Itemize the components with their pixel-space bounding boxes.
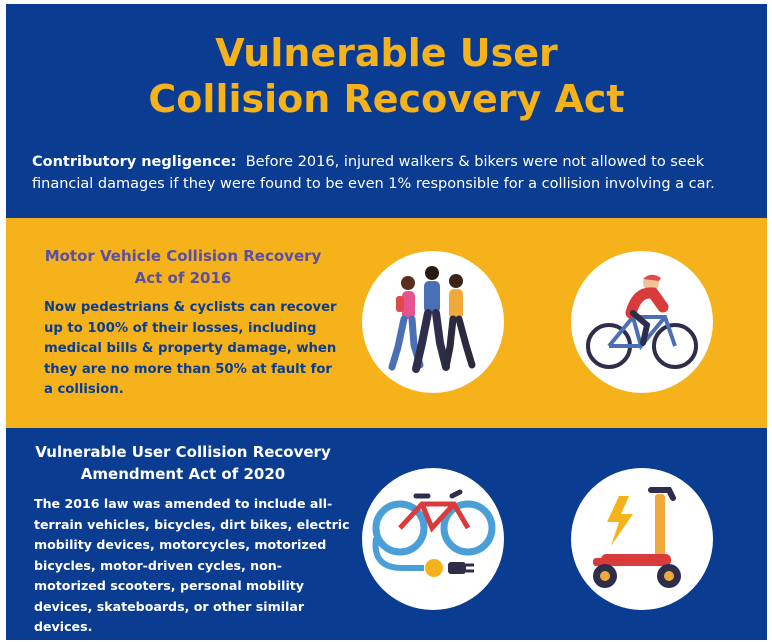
section-2016 bbox=[6, 218, 767, 428]
section-2020 bbox=[6, 428, 767, 640]
section-2016-heading bbox=[28, 245, 338, 289]
electric-bicycle-icon bbox=[362, 468, 504, 610]
section-2016-body: Now pedestrians & cyclists can recover up to 100% of their losses, including medical bills & property damage, when they are no more than 50% at fault for a collision. bbox=[44, 300, 337, 397]
section-2016-heading-line-2: Act of 2016 bbox=[134, 269, 232, 287]
section-2016-heading-line-1: Motor Vehicle Collision Recovery bbox=[44, 247, 322, 265]
cyclist-icon bbox=[571, 251, 713, 393]
section-2020-heading bbox=[28, 441, 338, 485]
title-line-1: Vulnerable User bbox=[215, 31, 558, 75]
title-line-2: Collision Recovery Act bbox=[148, 77, 625, 121]
pedestrians-icon-circle bbox=[362, 251, 504, 393]
cyclist-icon-circle bbox=[571, 251, 713, 393]
section-2020-heading-line-1: Vulnerable User Collision Recovery bbox=[35, 443, 331, 461]
header-section bbox=[6, 4, 767, 218]
electric-scooter-icon bbox=[571, 468, 713, 610]
intro-text: Before 2016, injured walkers & bikers were not allowed to seek financial damages if they were found to be even 1% responsible for a collision involving a car. bbox=[32, 154, 715, 192]
pedestrians-icon bbox=[362, 251, 504, 393]
intro-paragraph bbox=[32, 151, 752, 195]
page-title bbox=[6, 30, 767, 122]
electric-bicycle-icon-circle bbox=[362, 468, 504, 610]
electric-scooter-icon-circle bbox=[571, 468, 713, 610]
section-2020-body: The 2016 law was amended to include all-terrain vehicles, bicycles, dirt bikes, electric mobility devices, motorcycles, motorized bicycles, motor-driven cycles, non-motorized scooters, personal mobility devices, skateboards, or other similar devices. bbox=[34, 496, 350, 634]
section-2020-heading-line-2: Amendment Act of 2020 bbox=[80, 465, 286, 483]
intro-lead: Contributory negligence: bbox=[32, 154, 237, 170]
infographic bbox=[6, 4, 767, 640]
